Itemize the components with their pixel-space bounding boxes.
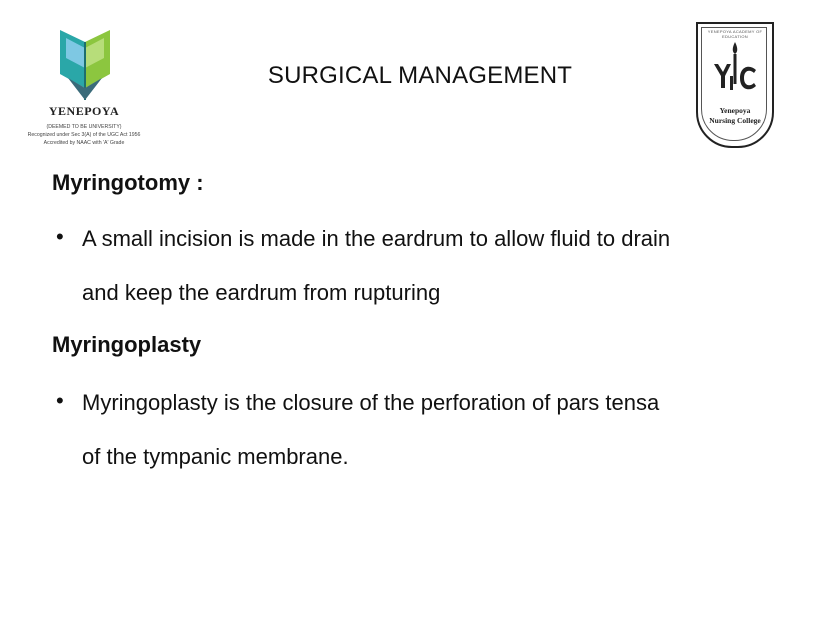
ync-monogram-icon (710, 40, 760, 102)
logo-left-name: YENEPOYA (48, 104, 120, 118)
logo-left-line1: (DEEMED TO BE UNIVERSITY) (46, 124, 122, 130)
text-line: of the tympanic membrane. (82, 444, 349, 469)
yenepoya-nursing-college-logo (696, 22, 774, 150)
logo-left-line2: Recognized under Sec 3(A) of the UGC Act 1956 (27, 132, 141, 138)
section-heading-myringoplasty: Myringoplasty (52, 332, 202, 357)
text-line: A small incision is made in the eardrum to allow fluid to drain (82, 226, 671, 251)
section-text-myringoplasty (82, 376, 802, 484)
bullet-icon: • (56, 224, 64, 249)
text-line: and keep the eardrum from rupturing (82, 280, 441, 305)
section-text-myringotomy (82, 212, 802, 320)
badge-frame (696, 22, 774, 148)
logo-left-line3: Accredited by NAAC with 'A' Grade (43, 140, 125, 146)
bullet-icon: • (56, 388, 64, 413)
logo-right-caption1: Yenepoya (719, 106, 751, 115)
logo-right-caption2: Nursing College (709, 116, 761, 125)
logo-right-top-text: YENEPOYA ACADEMY OF EDUCATION (707, 29, 763, 39)
shield-emblem-icon (58, 28, 112, 102)
yenepoya-university-logo (24, 24, 144, 158)
text-line: Myringoplasty is the closure of the perforation of pars tensa (82, 390, 660, 415)
section-heading-myringotomy: Myringotomy : (52, 170, 204, 195)
slide-title: SURGICAL MANAGEMENT (267, 62, 573, 89)
